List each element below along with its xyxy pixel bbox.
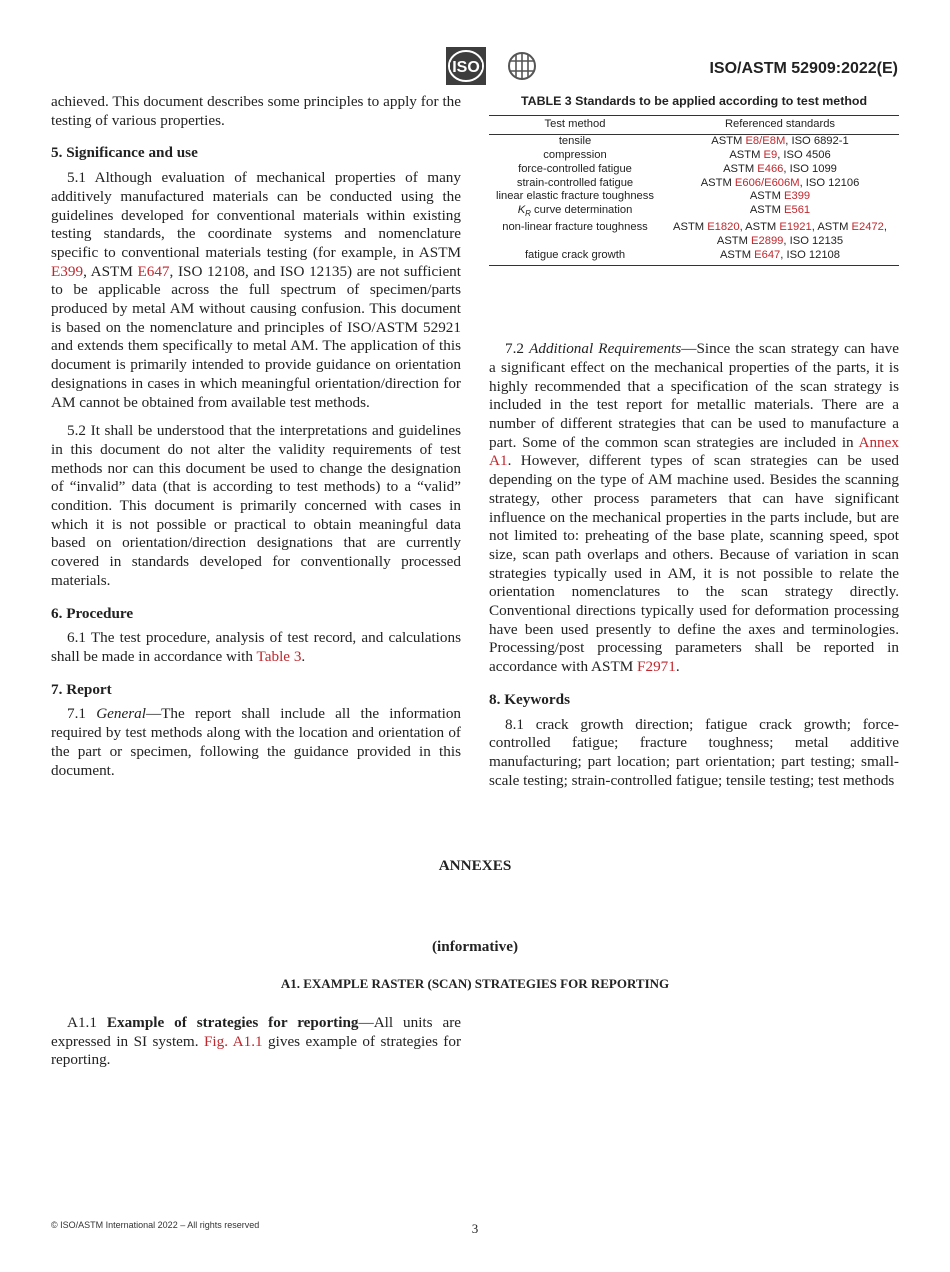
cell-test-method: strain-controlled fatigue xyxy=(516,176,634,189)
paragraph-a1-1-text-a: —All units are expressed in SI system. xyxy=(51,1014,461,1050)
paragraph-8-1: 8.1 crack growth direction; fatigue crack growth; force-controlled fatigue; fracture toughness; metal additive manufacturing; part location; part orientation; part testing; small-scale testing; strain-controlled fatigue; tensile testing; test methods xyxy=(489,715,899,789)
cell-test-method: tensile xyxy=(558,134,592,147)
paragraph-a1-1-number: A1.1 xyxy=(67,1014,107,1031)
right-column xyxy=(489,95,899,790)
standard-separator: , ASTM xyxy=(739,221,780,234)
cell-test-method: linear elastic fracture toughness xyxy=(496,190,654,203)
paragraph-a1-1-text-b: gives example of strategies for reporting. xyxy=(51,1032,462,1069)
paragraph-5-1-text-c: , ISO 12108, and ISO 12135) are not sufficient to be applicable across the full spectrum of specimen/parts produced by metal AM without causing confusion. This document is based on the nomenclature and principles of ISO/ASTM 52921 and extends them specifically to metal AM. The application of this document is primarily intended to provide guidance on orientation designations in cases in which meaningful orientation/direction for AM cannot be obtained from available test methods. xyxy=(51,262,461,411)
link-e2472[interactable]: E2472 xyxy=(851,221,884,234)
standard-prefix: ASTM xyxy=(700,176,735,189)
table-header-row xyxy=(489,115,899,134)
symbol-subscript-r: R xyxy=(525,209,531,219)
column-header-test-method: Test method xyxy=(489,115,661,134)
paragraph-5-1 xyxy=(51,169,461,412)
link-annex-a1[interactable]: Annex A1 xyxy=(489,433,899,470)
table-row xyxy=(489,163,899,177)
link-e1921[interactable]: E1921 xyxy=(779,221,812,234)
paragraph-6-1 xyxy=(51,629,461,666)
table-3 xyxy=(489,95,899,266)
annexes-title: ANNEXES xyxy=(438,857,512,874)
cell-referenced-standards xyxy=(661,134,899,148)
paragraph-7-1-text: —The report shall include all the information required by test methods along with the location and orientation of the part or specimen, following the guidance provided in this document. xyxy=(51,705,462,779)
table-3-caption: TABLE 3 Standards to be applied according to test method xyxy=(520,94,868,108)
standard-suffix: , ISO 1099 xyxy=(783,162,837,175)
test-method-text: curve determination xyxy=(530,204,633,217)
standard-prefix: ASTM xyxy=(673,221,708,234)
standard-suffix: , ISO 4506 xyxy=(777,148,831,161)
link-e1820[interactable]: E1820 xyxy=(707,221,740,234)
table-row xyxy=(489,177,899,191)
cell-test-method: fatigue crack growth xyxy=(489,249,661,265)
logo-graphics xyxy=(446,47,550,87)
annex-a1-heading: A1. EXAMPLE RASTER (SCAN) STRATEGIES FOR REPORTING xyxy=(280,976,670,991)
cell-referenced-standards xyxy=(661,190,899,204)
paragraph-a1-1-title: Example of strategies for reporting xyxy=(106,1014,359,1031)
paragraph-5-2: 5.2 It shall be understood that the interpretations and guidelines in this document do not alter the validity requirements of test methods nor can this document be used to change the designation of “invalid” data (that is according to test methods) to a “valid” condition. This document is primarily concerned with cases in which it is not possible or practical to obtain meaningful data based on orientation/direction designations that are currently covered in standards developed for conventionally processed materials. xyxy=(51,422,461,589)
table-row xyxy=(489,221,899,249)
link-e399[interactable]: E399 xyxy=(51,262,84,280)
standard-prefix: ASTM xyxy=(749,190,785,203)
section-7-heading: 7. Report xyxy=(51,680,112,698)
paragraph-7-2-text-b: . However, different types of scan strategies can be used depending on the type of AM machine used. Besides the scanning strategy, other process parameters that can have significant influence on the mechanical properties in the parts include, but are not limited to: preheating of the base plate, scanning speed, spot size, scan path overlaps and others. Because of variation in scan strategies typically used in AM, it is not possible to relate the orientation nomenclatures to the scan strategy directly. Conventional directions typically used for deformation processing have been used presently to define the axes and terminologies. Processing/post processing parameters shall be reported in accordance with ASTM xyxy=(489,452,899,676)
cell-test-method: force-controlled fatigue xyxy=(518,162,632,175)
header-logos xyxy=(446,47,550,87)
link-e647[interactable]: E647 xyxy=(137,262,170,280)
standard-prefix: ASTM xyxy=(711,134,746,147)
paragraph-7-1 xyxy=(51,705,461,780)
annex-informative-label: (informative) xyxy=(431,938,519,955)
paragraph-6-1-text-b: . xyxy=(301,647,306,665)
paragraph-7-1-number: 7.1 xyxy=(67,705,97,723)
standard-prefix: ASTM xyxy=(719,249,755,262)
link-e2899[interactable]: E2899 xyxy=(751,235,784,248)
intro-paragraph: achieved. This document describes some principles to apply for the testing of various properties. xyxy=(51,93,461,129)
paragraph-5-1-text-b: , ASTM xyxy=(83,262,138,280)
table-row xyxy=(489,190,899,204)
standard-prefix: ASTM xyxy=(723,162,758,175)
link-e647[interactable]: E647 xyxy=(754,249,781,262)
cell-referenced-standards xyxy=(661,149,899,163)
link-e606-e606m[interactable]: E606/E606M xyxy=(734,176,800,189)
standard-suffix: , ISO 6892-1 xyxy=(785,134,849,147)
link-e561[interactable]: E561 xyxy=(784,204,811,217)
section-8-heading: 8. Keywords xyxy=(489,690,570,708)
annex-a1-1-block xyxy=(51,1014,461,1070)
link-f2971[interactable]: F2971 xyxy=(637,658,676,676)
paragraph-a1-1 xyxy=(51,1014,461,1070)
paragraph-7-2-text-c: . xyxy=(675,658,680,676)
table-row xyxy=(489,249,899,265)
table-row xyxy=(489,204,899,221)
link-e466[interactable]: E466 xyxy=(757,162,784,175)
iso-logo xyxy=(446,47,486,85)
link-fig-a1-1[interactable]: Fig. A1.1 xyxy=(203,1032,263,1050)
standard-prefix: ASTM xyxy=(716,235,752,248)
link-e8-e8m[interactable]: E8/E8M xyxy=(745,134,786,147)
paragraph-5-1-text-a: 5.1 Although evaluation of mechanical properties of many additively manufactured materials can be conducted using the guidelines developed for conventional materials within existing testing standards, the coordinate systems and nomenclature specific to conventional materials testing (for example, in ASTM xyxy=(51,169,461,261)
link-e9[interactable]: E9 xyxy=(763,148,778,161)
paragraph-6-1-text-a: 6.1 The test procedure, analysis of test record, and calculations shall be made in accordance with xyxy=(51,629,461,665)
symbol-k: K xyxy=(517,204,526,217)
page-number: 3 xyxy=(471,1221,479,1236)
standard-prefix: ASTM xyxy=(729,148,764,161)
standard-id: ISO/ASTM 52909:2022(E) xyxy=(709,60,898,77)
paragraph-7-1-term: General xyxy=(96,705,146,723)
left-column xyxy=(51,93,461,780)
standard-prefix: ASTM xyxy=(749,204,785,217)
cell-test-method: non-linear fracture toughness xyxy=(502,221,648,234)
table-row xyxy=(489,134,899,148)
paragraph-7-2-term: Additional Requirements xyxy=(529,340,682,358)
column-header-referenced-standards: Referenced standards xyxy=(661,115,899,134)
standard-separator: , ASTM xyxy=(811,221,852,234)
section-6-heading: 6. Procedure xyxy=(51,604,134,622)
paragraph-7-2 xyxy=(489,340,899,677)
standard-suffix: , ISO 12135 xyxy=(783,235,844,248)
cell-test-method xyxy=(489,204,661,221)
cell-referenced-standards xyxy=(661,204,899,221)
cell-referenced-standards xyxy=(661,249,899,265)
astm-logo xyxy=(509,53,535,79)
cell-referenced-standards xyxy=(661,177,899,191)
footer-copyright: © ISO/ASTM International 2022 – All rights reserved xyxy=(51,1220,260,1230)
cell-test-method: compression xyxy=(543,148,607,161)
iso-logo-text: ISO xyxy=(452,59,480,76)
link-table-3[interactable]: Table 3 xyxy=(256,647,302,665)
table-row xyxy=(489,149,899,163)
cell-referenced-standards xyxy=(661,221,899,249)
section-5-heading: 5. Significance and use xyxy=(51,144,198,162)
standard-suffix: , ISO 12106 xyxy=(799,176,860,189)
cell-referenced-standards xyxy=(661,163,899,177)
paragraph-7-2-text-a: —Since the scan strategy can have a significant effect on the mechanical properties of the parts, it is highly recommended that a specification of the scan strategy is included in the test report for metallic materials. There are a number of different strategies that can be used to manufacture a part. Some of the common scan strategies are included in xyxy=(489,340,899,451)
link-e399[interactable]: E399 xyxy=(784,190,811,203)
paragraph-7-2-number: 7.2 xyxy=(505,340,530,358)
standard-separator: , xyxy=(883,221,887,234)
standard-suffix: , ISO 12108 xyxy=(780,249,841,262)
